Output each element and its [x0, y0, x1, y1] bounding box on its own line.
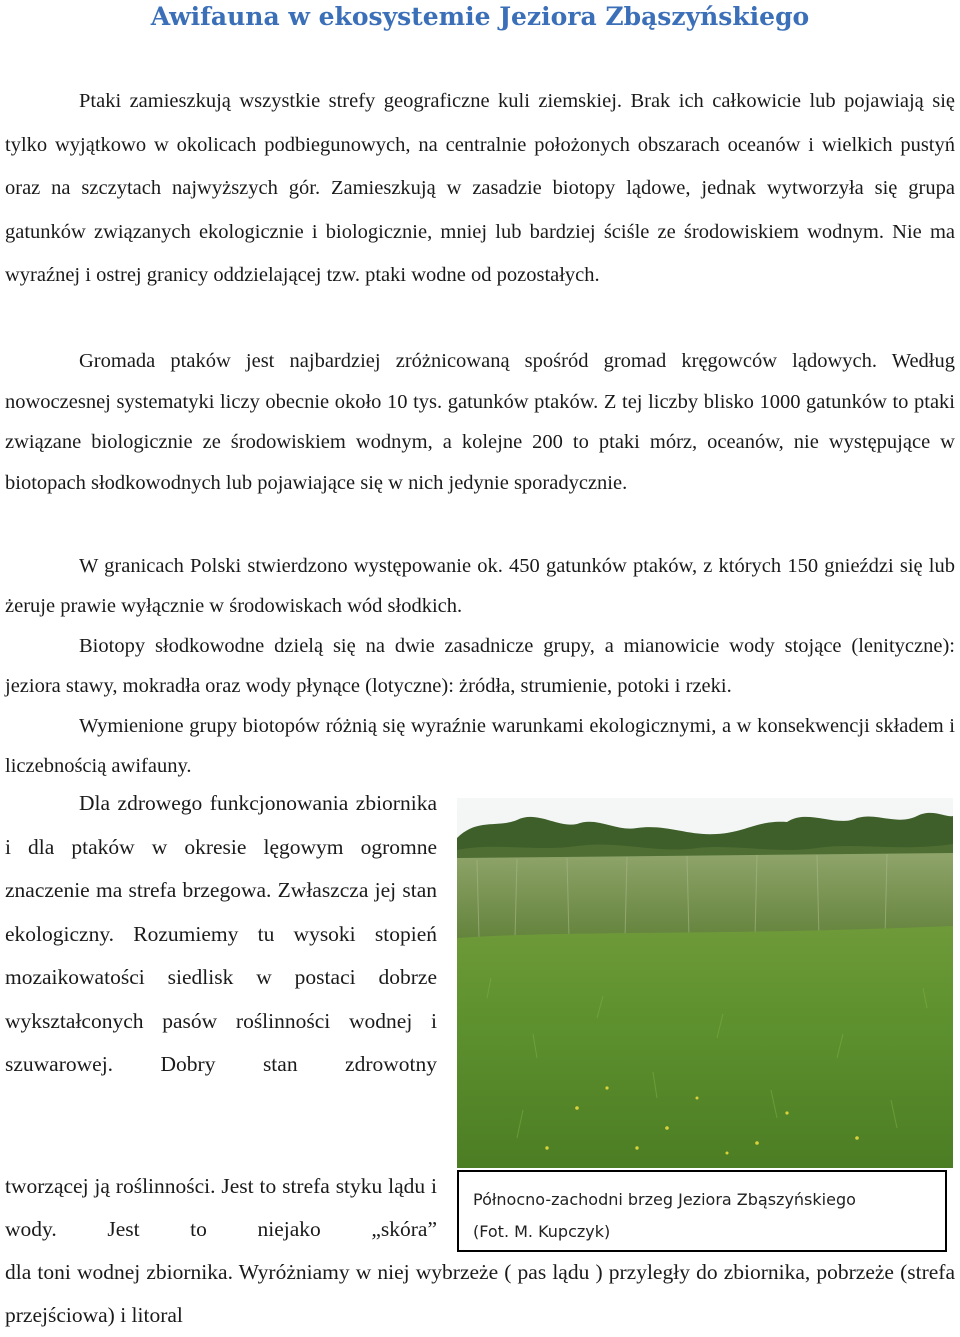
- caption-location: Północno-zachodni brzeg Jeziora Zbąszyńskiego: [473, 1190, 856, 1209]
- paragraph-freshwater-biotopes: Biotopy słodkowodne dzielą się na dwie zasadnicze grupy, a mianowicie wody stojące (lenityczne): jeziora stawy, mokradła oraz wody płynące (lotyczne): żródła, strumienie, potoki i rzeki.: [5, 635, 955, 697]
- photo-caption: [457, 1170, 947, 1252]
- paragraph-birds-habitats: Ptaki zamieszkują wszystkie strefy geograficzne kuli ziemskiej. Brak ich całkowicie lub pojawiają się tylko wyjątkowo w okolicach podbiegunowych, na centralnie położonych obszarach oceanów i wielkich pustyń oraz na szczytach najwyższych gór. Zamieszkują w zasadzie biotopy lądowe, jednak wytworzyła się grupa gatunków związanych ekologicznie i biologicznie, mniej lub bardziej ściśle ze środowiskiem wodnym. Nie ma wyraźnej i ostrej granicy oddzielającej tzw. ptaki wodne od pozostałych.: [5, 90, 955, 286]
- paragraph-shore-zone-end: dla toni wodnej zbiornika. Wyróżniamy w niej wybrzeże ( pas lądu ) przyległy do zbiornika, pobrzeże (strefa przejściowa) i litoral: [5, 1260, 955, 1327]
- page-title: Awifauna w ekosystemie Jeziora Zbąszyńskiego: [150, 2, 810, 31]
- caption-credit: (Fot. M. Kupczyk): [473, 1222, 611, 1241]
- paragraph-shore-zone-cont: tworzącej ją roślinności. Jest to strefa styku lądu i wody. Jest to niejako „skóra”: [5, 1174, 437, 1241]
- paragraph-bird-diversity: Gromada ptaków jest najbardziej zróżnicowaną spośród gromad kręgowców lądowych. Według nowoczesnej systematyki liczy obecnie około 10 tys. gatunków ptaków. Z tej liczby blisko 1000 gatunków to ptaki związane biologicznie ze środowiskiem wodnym, a kolejne 200 to ptaki mórz, oceanów, nie występujące w biotopach słodkowodnych lub pojawiające się w nich jedynie sporadycznie.: [5, 350, 955, 494]
- paragraph-biotope-groups: Wymienione grupy biotopów różnią się wyraźnie warunkami ekologicznymi, a w konsekwencji składem i liczebnością awifauny.: [5, 715, 955, 777]
- paragraph-poland-species: W granicach Polski stwierdzono występowanie ok. 450 gatunków ptaków, z których 150 gnieździ się lub żeruje prawie wyłącznie w środowiskach wód słodkich.: [5, 555, 955, 617]
- paragraph-shore-zone: Dla zdrowego funkcjonowania zbiornika i dla ptaków w okresie lęgowym ogromne znaczenie ma strefa brzegowa. Zwłaszcza jej stan ekologiczny. Rozumiemy tu wysoki stopień mozaikowatości siedlisk w postaci dobrze wykształconych pasów roślinności wodnej i szuwarowej. Dobry stan zdrowotny: [5, 791, 437, 1076]
- shore-meadow-photo: [457, 798, 953, 1168]
